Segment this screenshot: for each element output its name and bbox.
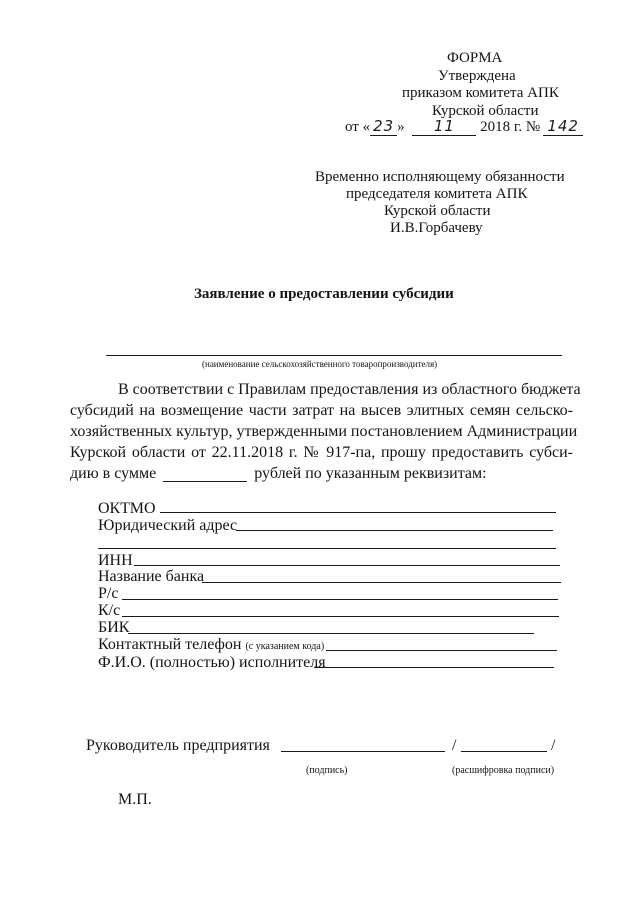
signature-decoding-field[interactable]	[461, 751, 547, 752]
decoding-caption: (расшифровка подписи)	[452, 765, 555, 776]
order-label: приказом комитета АПК	[402, 85, 559, 101]
addressee-line-4: И.В.Горбачеву	[390, 220, 483, 236]
oktmo-label: ОКТМО	[98, 500, 156, 517]
year-number-label: 2018 г. №	[480, 119, 541, 135]
body-line-1: В соответствии с Правилам предоставления из областного бюджета	[118, 381, 581, 398]
body-line-5	[70, 463, 487, 484]
body-line-5-start: дию в сумме	[70, 465, 157, 482]
ks-field[interactable]	[122, 616, 559, 617]
addressee-line-1: Временно исполняющему обязанности	[315, 169, 565, 185]
rs-field[interactable]	[122, 599, 558, 600]
form-label: ФОРМА	[447, 50, 503, 66]
order-date-line	[345, 118, 583, 136]
bank-name-field[interactable]	[202, 582, 561, 583]
head-label: Руководитель предприятия	[86, 737, 270, 754]
legal-address-label: Юридический адрес	[98, 517, 238, 534]
body-line-2: субсидий на возмещение части затрат на высев элитных семян сельско-	[70, 402, 573, 419]
body-line-4: Курской области от 22.11.2018 г. № 917-па, прошу предоставить субси-	[70, 444, 573, 461]
stamp-label: М.П.	[118, 791, 152, 808]
phone-label: Контактный телефон	[98, 636, 242, 653]
amount-field[interactable]	[163, 466, 247, 482]
executor-label: Ф.И.О. (полностью) исполнителя	[98, 654, 326, 671]
oktmo-field[interactable]	[160, 512, 556, 513]
phone-field[interactable]	[326, 650, 557, 651]
inn-label: ИНН	[98, 552, 133, 569]
phone-note: (с указанием кода)	[245, 641, 325, 652]
month-handwritten: 11	[433, 117, 455, 135]
close-quote: »	[397, 119, 405, 135]
day-handwritten: 23	[373, 117, 395, 135]
from-label: от «	[345, 119, 371, 135]
ks-label: К/с	[98, 602, 121, 619]
addressee-line-2: председателя комитета АПК	[346, 186, 528, 202]
slash-left: /	[452, 737, 457, 754]
producer-caption: (наименование сельскохозяйственного товаропроизводителя)	[202, 359, 438, 369]
slash-right: /	[551, 737, 556, 754]
body-line-5-end: рублей по указанным реквизитам:	[254, 465, 487, 482]
addressee-line-3: Курской области	[384, 203, 491, 219]
bank-name-label: Название банка	[98, 568, 205, 585]
rs-label: Р/с	[98, 585, 119, 602]
number-handwritten: 142	[547, 117, 579, 135]
body-line-3: хозяйственных культур, утвержденными постановлением Администрации	[70, 423, 578, 440]
signature-caption: (подпись)	[306, 765, 348, 776]
bik-label: БИК	[98, 619, 130, 636]
executor-field[interactable]	[314, 667, 554, 668]
signature-field[interactable]	[281, 751, 445, 752]
producer-name-line	[106, 355, 562, 356]
legal-address-field[interactable]	[236, 530, 553, 531]
document-title: Заявление о предоставлении субсидии	[194, 286, 454, 302]
approved-label: Утверждена	[438, 68, 516, 84]
region-label: Курской области	[432, 103, 539, 119]
legal-address-field-continued[interactable]	[98, 548, 556, 549]
